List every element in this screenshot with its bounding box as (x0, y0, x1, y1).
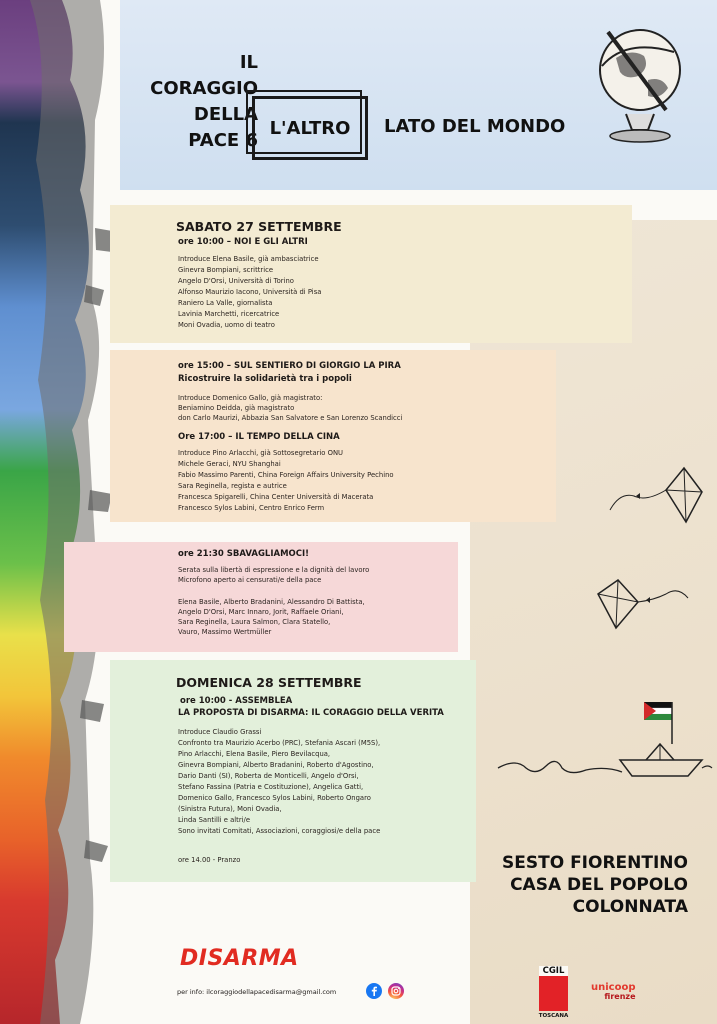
speaker-line: Fabio Massimo Parenti, China Foreign Affairs University Pechino (178, 471, 394, 479)
venue-line: SESTO FIORENTINO (502, 853, 688, 873)
paint-strip-decoration (0, 0, 110, 1024)
speaker-line: Introduce Pino Arlacchi, già Sottosegretario ONU (178, 449, 344, 457)
speaker-line: Lavinia Marchetti, ricercatrice (178, 310, 280, 318)
afternoon-subtitle-1: Ricostruire la solidarietà tra i popoli (178, 374, 352, 384)
speaker-line: don Carlo Maurizi, Abbazia San Salvatore e San Lorenzo Scandicci (178, 414, 403, 422)
speaker-line: Confronto tra Maurizio Acerbo (PRC), Stefania Ascari (M5S), (178, 739, 381, 747)
facebook-icon[interactable] (366, 983, 382, 999)
sunday-speaker-list (178, 727, 380, 837)
saturday-morning-slot: ore 10:00 – NOI E GLI ALTRI (178, 237, 308, 247)
speaker-line: Beniamino Deidda, già magistrato (178, 404, 295, 412)
intro-line: Serata sulla libertà di espressione e la dignità del lavoro (178, 566, 370, 574)
speaker-line: Angelo D'Orsi, Università di Torino (178, 277, 294, 285)
globe-icon (586, 18, 690, 146)
speaker-line: Dario Danti (SI), Roberta de Monticelli, Angelo d'Orsi, (178, 772, 359, 780)
speaker-line: Sono invitati Comitati, Associazioni, coraggiosi/e della pace (178, 827, 381, 835)
speaker-line: Elena Basile, Alberto Bradanini, Alessandro Di Battista, (178, 598, 365, 606)
afternoon-speaker-list-2 (178, 448, 394, 514)
cgil-label: CGIL (539, 966, 568, 976)
title-line: DELLA (193, 104, 258, 125)
kite-icon (606, 462, 706, 532)
speaker-line: Raniero La Valle, giornalista (178, 299, 273, 307)
venue-line: CASA DEL POPOLO (510, 875, 688, 895)
speaker-line: Sara Reginella, regista e autrice (178, 482, 287, 490)
speaker-line: Michele Geraci, NYU Shanghai (178, 460, 281, 468)
speaker-line: Domenico Gallo, Francesco Sylos Labini, Roberto Ongaro (178, 794, 371, 802)
speaker-line: Vauro, Massimo Wertmüller (178, 628, 272, 636)
speaker-line: (Sinistra Futura), Moni Ovadia, (178, 805, 282, 813)
kite-icon (594, 578, 694, 644)
speaker-line: Pino Arlacchi, Elena Basile, Piero Bevilacqua, (178, 750, 331, 758)
afternoon-slot-1: ore 15:00 – SUL SENTIERO DI GIORGIO LA PIRA (178, 361, 401, 371)
subtitle-text: LATO DEL MONDO (384, 116, 566, 137)
venue-address (478, 852, 688, 918)
speaker-line: Introduce Claudio Grassi (178, 728, 262, 736)
afternoon-speaker-list-1 (178, 393, 402, 423)
speaker-line: Angelo D'Orsi, Marc Innaro, Jorit, Raffaele Oriani, (178, 608, 344, 616)
afternoon-slot-2: Ore 17:00 – IL TEMPO DELLA CINA (178, 432, 340, 442)
venue-line: COLONNATA (572, 897, 688, 917)
speaker-line: Linda Santilli e altri/e (178, 816, 251, 824)
contact-email[interactable]: per info: ilcoraggiodellapacedisarma@gmail.com (177, 988, 337, 996)
evening-slot: ore 21:30 SBAVAGLIAMOCI! (178, 549, 310, 559)
cgil-region: TOSCANA (538, 1013, 569, 1019)
subtitle-box: L'ALTRO (252, 96, 368, 160)
instagram-icon[interactable] (388, 983, 404, 999)
cgil-logo (538, 966, 569, 1019)
speaker-line: Francesca Spigarelli, China Center Università di Macerata (178, 493, 374, 501)
speaker-line: Introduce Elena Basile, già ambasciatrice (178, 255, 319, 263)
disarma-logo: DISARMA (180, 946, 299, 971)
speaker-line: Introduce Domenico Gallo, già magistrato: (178, 394, 323, 402)
speaker-line: Stefano Fassina (Patria e Costituzione), Angelica Gatti, (178, 783, 364, 791)
title-line: PACE 6 (188, 130, 258, 151)
speaker-line: Sara Reginella, Laura Salmon, Clara Statello, (178, 618, 331, 626)
unicoop-city: firenze (604, 992, 636, 1001)
saturday-speaker-list (178, 254, 321, 331)
speaker-line: Francesco Sylos Labini, Centro Enrico Ferm (178, 504, 325, 512)
evening-intro (178, 565, 369, 585)
speaker-line: Moni Ovadia, uomo di teatro (178, 321, 275, 329)
evening-speaker-list (178, 597, 365, 637)
paper-boat-icon (496, 738, 714, 782)
speaker-line: Ginevra Bompiani, Alberto Bradanini, Roberto d'Agostino, (178, 761, 374, 769)
event-title (148, 50, 258, 154)
lunch-time: ore 14.00 - Pranzo (178, 856, 241, 864)
intro-line: Microfono aperto ai censurati/e della pace (178, 576, 322, 584)
title-line: IL CORAGGIO (150, 52, 258, 99)
sunday-day-heading: DOMENICA 28 SETTEMBRE (176, 675, 362, 690)
speaker-line: Ginevra Bompiani, scrittrice (178, 266, 274, 274)
speaker-line: Alfonso Maurizio Iacono, Università di Pisa (178, 288, 322, 296)
sunday-slot: ore 10:00 - ASSEMBLEA (180, 696, 293, 706)
saturday-day-heading: SABATO 27 SETTEMBRE (176, 219, 342, 234)
sunday-subtitle: LA PROPOSTA DI DISARMA: IL CORAGGIO DELLA VERITA (178, 708, 444, 718)
unicoop-label: unicoop (591, 982, 636, 993)
unicoop-logo (591, 975, 636, 1001)
